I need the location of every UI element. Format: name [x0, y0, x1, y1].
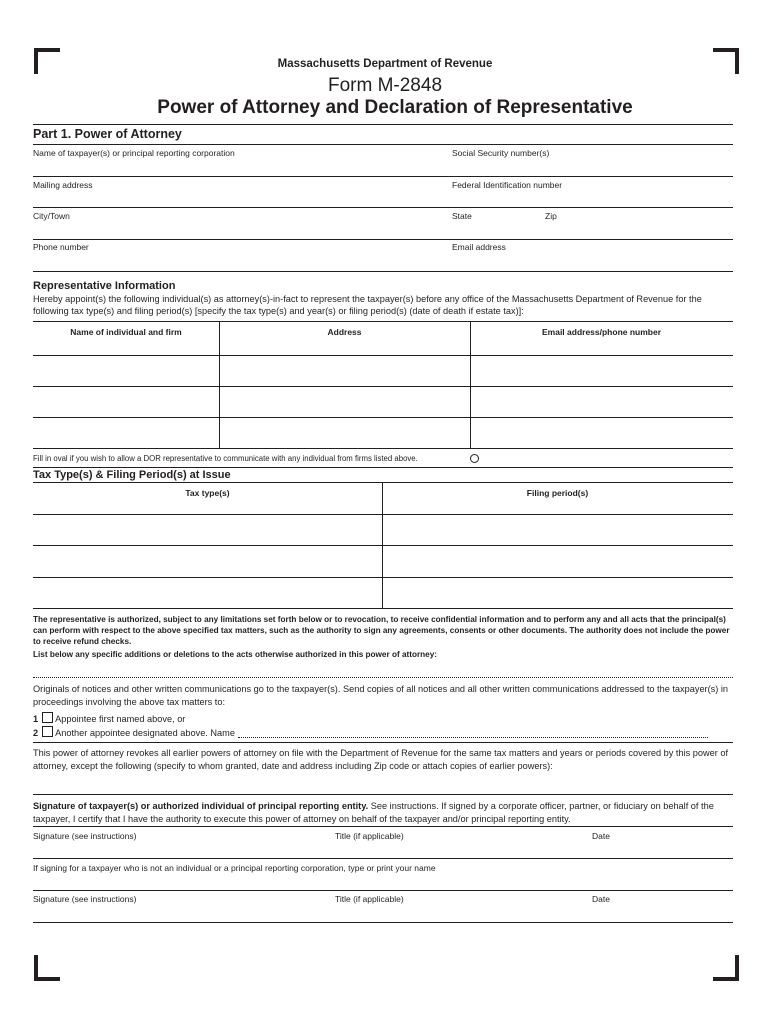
option-label: Appointee first named above, or — [55, 714, 186, 724]
divider — [33, 144, 733, 145]
col-filing-period-header: Filing period(s) — [526, 488, 589, 498]
signature-field-1[interactable]: Signature (see instructions) — [33, 831, 137, 841]
option-number: 1 — [33, 714, 39, 724]
table-row[interactable] — [33, 577, 733, 578]
divider — [33, 124, 733, 125]
checkbox[interactable] — [42, 712, 53, 723]
date-field-2[interactable]: Date — [592, 894, 610, 904]
print-name-field[interactable]: If signing for a taxpayer who is not an individual or a principal reporting corporation, type or print your name — [33, 863, 436, 873]
notice-option-1[interactable] — [33, 712, 185, 724]
checkbox[interactable] — [42, 726, 53, 737]
date-field-1[interactable]: Date — [592, 831, 610, 841]
representative-intro: Hereby appoint(s) the following individual(s) as attorney(s)-in-fact to represent the taxpayer(s) before any office of the Massachusetts Department of Revenue for the following tax type(s) and filing period(s) [specify the tax type(s) and year(s) or filing period(s) (date of death if estate tax)]: — [33, 294, 702, 316]
fein-field[interactable]: Federal Identification number — [452, 180, 563, 190]
col-tax-type-header: Tax type(s) — [185, 488, 230, 498]
divider — [33, 482, 733, 483]
field-line — [33, 271, 733, 272]
table-row[interactable] — [33, 514, 733, 515]
column-divider — [470, 321, 471, 448]
phone-field[interactable]: Phone number — [33, 242, 89, 252]
taxpayer-name-field[interactable]: Name of taxpayer(s) or principal reporting corporation — [33, 148, 235, 158]
communicate-oval[interactable] — [470, 454, 479, 463]
appointee-name-input[interactable] — [238, 727, 708, 738]
ssn-field[interactable]: Social Security number(s) — [452, 148, 550, 158]
col-address-header: Address — [327, 327, 362, 337]
divider — [33, 742, 733, 743]
state-field[interactable]: State — [452, 211, 472, 221]
mailing-address-field[interactable]: Mailing address — [33, 180, 93, 190]
signature-lead: Signature of taxpayer(s) or authorized individual of principal reporting entity. — [33, 801, 369, 811]
field-line — [33, 922, 733, 923]
title-field-2[interactable]: Title (if applicable) — [335, 894, 404, 904]
table-row[interactable] — [33, 448, 733, 449]
form-number: Form M-2848 — [327, 75, 443, 96]
tax-types-title: Tax Type(s) & Filing Period(s) at Issue — [33, 469, 231, 481]
part1-title: Part 1. Power of Attorney — [33, 127, 182, 141]
field-line — [33, 207, 733, 208]
col-contact-header: Email address/phone number — [541, 327, 662, 337]
signature-field-2[interactable]: Signature (see instructions) — [33, 894, 137, 904]
list-additions-text: List below any specific additions or deletions to the acts otherwise authorized in this power of attorney: — [33, 650, 437, 659]
revocation-text: This power of attorney revokes all earlier powers of attorney on file with the Department of Revenue for the same tax matters and years or periods covered by this power of attorney, except the following (specify to whom granted, date and address including Zip code or attach copies of earlier powers): — [33, 748, 729, 771]
field-line — [33, 890, 733, 891]
table-top-line — [33, 321, 733, 322]
table-row[interactable] — [33, 355, 733, 356]
city-field[interactable]: City/Town — [33, 211, 70, 221]
column-divider — [382, 482, 383, 608]
field-line — [33, 858, 733, 859]
notices-text: Originals of notices and other written communications go to the taxpayer(s). Send copies of all notices and all other written communications addressed to the taxpayer(s) in proceedings involving the above tax matters to: — [33, 684, 729, 707]
table-row[interactable] — [33, 386, 733, 387]
table-row[interactable] — [33, 545, 733, 546]
notice-option-2[interactable] — [33, 726, 708, 738]
divider — [33, 826, 733, 827]
authorization-text: The representative is authorized, subject to any limitations set forth below or to revocation, to receive confidential information and to perform any and all acts that the principal(s) can perform with respect to the above specified tax matters, such as the authority to sign any agreements, consents or other documents. The authority does not include the power to receive refund checks. — [33, 615, 730, 646]
column-divider — [219, 321, 220, 448]
agency-name: Massachusetts Department of Revenue — [277, 58, 493, 70]
oval-instruction: Fill in oval if you wish to allow a DOR representative to communicate with any individual from firms listed above. — [33, 454, 418, 463]
option-label: Another appointee designated above. Name — [55, 728, 235, 738]
corner-mark-bottom-right — [713, 955, 739, 981]
form-title: Power of Attorney and Declaration of Representative — [157, 97, 633, 118]
field-line — [33, 176, 733, 177]
divider — [33, 467, 733, 468]
option-number: 2 — [33, 728, 39, 738]
additions-input-line[interactable] — [33, 677, 733, 678]
col-name-header: Name of individual and firm — [70, 327, 182, 337]
zip-field[interactable]: Zip — [545, 211, 557, 221]
representative-title: Representative Information — [33, 280, 176, 292]
title-field-1[interactable]: Title (if applicable) — [335, 831, 404, 841]
table-row[interactable] — [33, 417, 733, 418]
table-row[interactable] — [33, 608, 733, 609]
email-field[interactable]: Email address — [452, 242, 506, 252]
field-line — [33, 239, 733, 240]
corner-mark-bottom-left — [34, 955, 60, 981]
signature-text: See instructions. If signed by a corporate officer, partner, or fiduciary on behalf of the taxpayer, I certify that I have the authority to execute this power of attorney on behalf of the taxpayer and/or principal reporting entity. — [33, 801, 714, 824]
signature-statement — [33, 800, 733, 825]
divider — [33, 794, 733, 795]
